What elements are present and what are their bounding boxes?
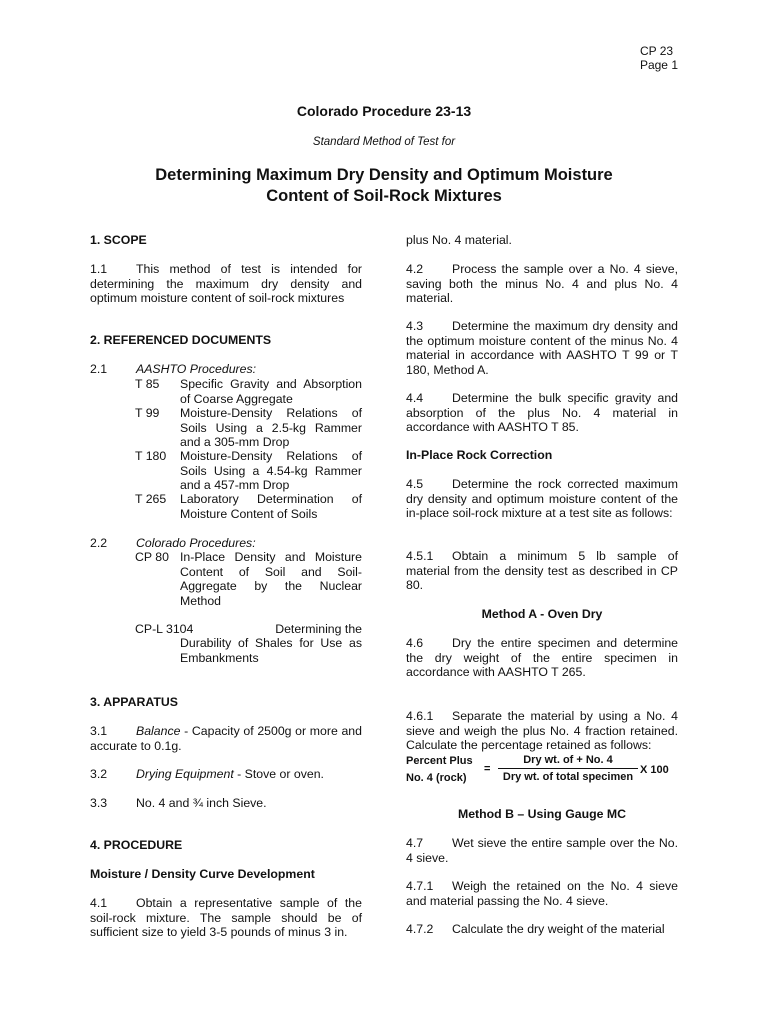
section-1-heading: 1. SCOPE bbox=[90, 233, 147, 247]
reference-code: T 85 bbox=[135, 377, 160, 391]
formula-left bbox=[406, 753, 473, 787]
section-text: Dry the entire specimen and determine the dry weight of the entire specimen in accordance with AASHTO T 265. bbox=[406, 636, 678, 679]
section-text: - Capacity of 2500g or more and accurate to 0.1g. bbox=[90, 724, 362, 753]
page-header bbox=[640, 44, 678, 72]
reference-code: T 265 bbox=[135, 492, 167, 506]
reference-desc-first-line: Determining the bbox=[275, 622, 362, 636]
formula-equals: = bbox=[484, 763, 491, 775]
section-text: Determine the rock corrected maximum dry density and optimum moisture content of the in-place soil-rock mixture at a test site as follows: bbox=[406, 477, 678, 520]
section-1-1 bbox=[90, 262, 362, 306]
section-4-heading: 4. PROCEDURE bbox=[90, 838, 183, 852]
formula-left-line-1: Percent Plus bbox=[406, 755, 473, 767]
percent-plus-formula bbox=[406, 753, 696, 793]
section-3-1 bbox=[90, 724, 362, 753]
formula-denominator: Dry wt. of total specimen bbox=[502, 771, 634, 783]
section-text: Wet sieve the entire sample over the No. 4 sieve. bbox=[406, 836, 678, 865]
section-4-6 bbox=[406, 636, 678, 680]
section-number: 4.2 bbox=[406, 262, 424, 276]
main-title-line-2: Content of Soil-Rock Mixtures bbox=[266, 187, 502, 205]
aashto-label: AASHTO Procedures: bbox=[136, 362, 257, 376]
subtitle: Standard Method of Test for bbox=[312, 136, 456, 148]
section-text: Weigh the retained on the No. 4 sieve and material passing the No. 4 sieve. bbox=[406, 879, 678, 908]
section-number: 4.3 bbox=[406, 319, 424, 333]
section-number: 4.7.1 bbox=[406, 879, 434, 893]
reference-desc: Moisture-Density Relations of Soils Using a 2.5-kg Rammer and a 305-mm Drop bbox=[180, 406, 362, 449]
section-3-2 bbox=[90, 767, 362, 782]
reference-code: T 99 bbox=[135, 406, 160, 420]
section-4-3 bbox=[406, 319, 678, 377]
section-number: 2.2 bbox=[90, 536, 108, 550]
section-4-7 bbox=[406, 836, 678, 865]
section-text: Obtain a minimum 5 lb sample of material from the density test as described in CP 80. bbox=[406, 549, 678, 592]
apparatus-item: Drying Equipment bbox=[136, 767, 234, 781]
main-title bbox=[0, 165, 768, 207]
section-2-1 bbox=[90, 362, 362, 377]
section-text: Determine the bulk specific gravity and absorption of the plus No. 4 material in accordance with AASHTO T 85. bbox=[406, 391, 678, 434]
section-4-6-1 bbox=[406, 709, 678, 753]
section-number: 3.3 bbox=[90, 796, 108, 810]
section-number: 2.1 bbox=[90, 362, 108, 376]
section-text: Calculate the dry weight of the material bbox=[452, 922, 665, 936]
section-number: 4.5.1 bbox=[406, 549, 434, 563]
continued-text: plus No. 4 material. bbox=[406, 233, 512, 247]
section-2-heading: 2. REFERENCED DOCUMENTS bbox=[90, 333, 272, 347]
section-number: 4.7.2 bbox=[406, 922, 434, 936]
reference-code: T 180 bbox=[135, 449, 167, 463]
section-number: 3.2 bbox=[90, 767, 108, 781]
section-text: Determine the maximum dry density and the optimum moisture content of the minus No. 4 material in accordance with AASHTO T 99 or T 180, Method A. bbox=[406, 319, 678, 377]
section-2-2 bbox=[90, 536, 362, 551]
section-text: This method of test is intended for determining the maximum dry density and optimum moisture content of soil-rock mixtures bbox=[90, 262, 362, 305]
colorado-label: Colorado Procedures: bbox=[136, 536, 256, 550]
section-number: 4.6 bbox=[406, 636, 424, 650]
section-text: - Stove or oven. bbox=[233, 767, 324, 781]
section-4-subheading: Moisture / Density Curve Development bbox=[90, 867, 315, 881]
formula-left-line-2: No. 4 (rock) bbox=[406, 772, 467, 784]
inplace-heading: In-Place Rock Correction bbox=[406, 448, 553, 462]
reference-desc: Durability of Shales for Use as Embankments bbox=[180, 636, 362, 665]
section-3-3 bbox=[90, 796, 362, 811]
reference-desc: Specific Gravity and Absorption of Coarse Aggregate bbox=[180, 377, 362, 406]
main-title-line-1: Determining Maximum Dry Density and Optimum Moisture bbox=[155, 166, 613, 184]
section-4-2 bbox=[406, 262, 678, 306]
reference-desc: Laboratory Determination of Moisture Content of Soils bbox=[180, 492, 362, 521]
section-text: No. 4 and ¾ inch Sieve. bbox=[136, 796, 267, 810]
method-a-heading: Method A - Oven Dry bbox=[481, 607, 603, 621]
formula-multiplier: X 100 bbox=[640, 764, 669, 776]
section-number: 4.4 bbox=[406, 391, 424, 405]
page-number: Page 1 bbox=[639, 58, 678, 72]
section-text: Obtain a representative sample of the soil-rock mixture. The sample should be of sufficient size to yield 3-5 pounds of minus 3 in. bbox=[90, 896, 362, 939]
section-number: 4.5 bbox=[406, 477, 424, 491]
section-3-heading: 3. APPARATUS bbox=[90, 695, 178, 709]
section-number: 4.7 bbox=[406, 836, 424, 850]
method-b-heading: Method B – Using Gauge MC bbox=[457, 807, 627, 821]
section-text: Separate the material by using a No. 4 sieve and weigh the plus No. 4 fraction retained. Calculate the percentage retained as follows: bbox=[406, 709, 678, 752]
reference-code: CP 80 bbox=[135, 550, 169, 564]
section-4-1 bbox=[90, 896, 362, 940]
formula-numerator: Dry wt. of + No. 4 bbox=[498, 753, 638, 769]
apparatus-item: Balance bbox=[136, 724, 181, 738]
section-number: 3.1 bbox=[90, 724, 108, 738]
reference-code: CP-L 3104 bbox=[135, 622, 194, 636]
section-4-4 bbox=[406, 391, 678, 435]
section-4-5 bbox=[406, 477, 678, 521]
reference-desc: In-Place Density and Moisture Content of Soil and Soil-Aggregate by the Nuclear Method bbox=[180, 550, 362, 608]
section-number: 4.6.1 bbox=[406, 709, 434, 723]
section-4-7-1 bbox=[406, 879, 678, 908]
section-text: Process the sample over a No. 4 sieve, saving both the minus No. 4 and plus No. 4 material. bbox=[406, 262, 678, 305]
document-code: CP 23 bbox=[639, 44, 674, 58]
procedure-title: Colorado Procedure 23-13 bbox=[296, 103, 472, 119]
reference-desc: Moisture-Density Relations of Soils Using a 4.54-kg Rammer and a 457-mm Drop bbox=[180, 449, 362, 492]
section-number: 4.1 bbox=[90, 896, 108, 910]
section-number: 1.1 bbox=[90, 262, 108, 276]
section-4-5-1 bbox=[406, 549, 678, 593]
section-4-7-2 bbox=[406, 922, 678, 937]
